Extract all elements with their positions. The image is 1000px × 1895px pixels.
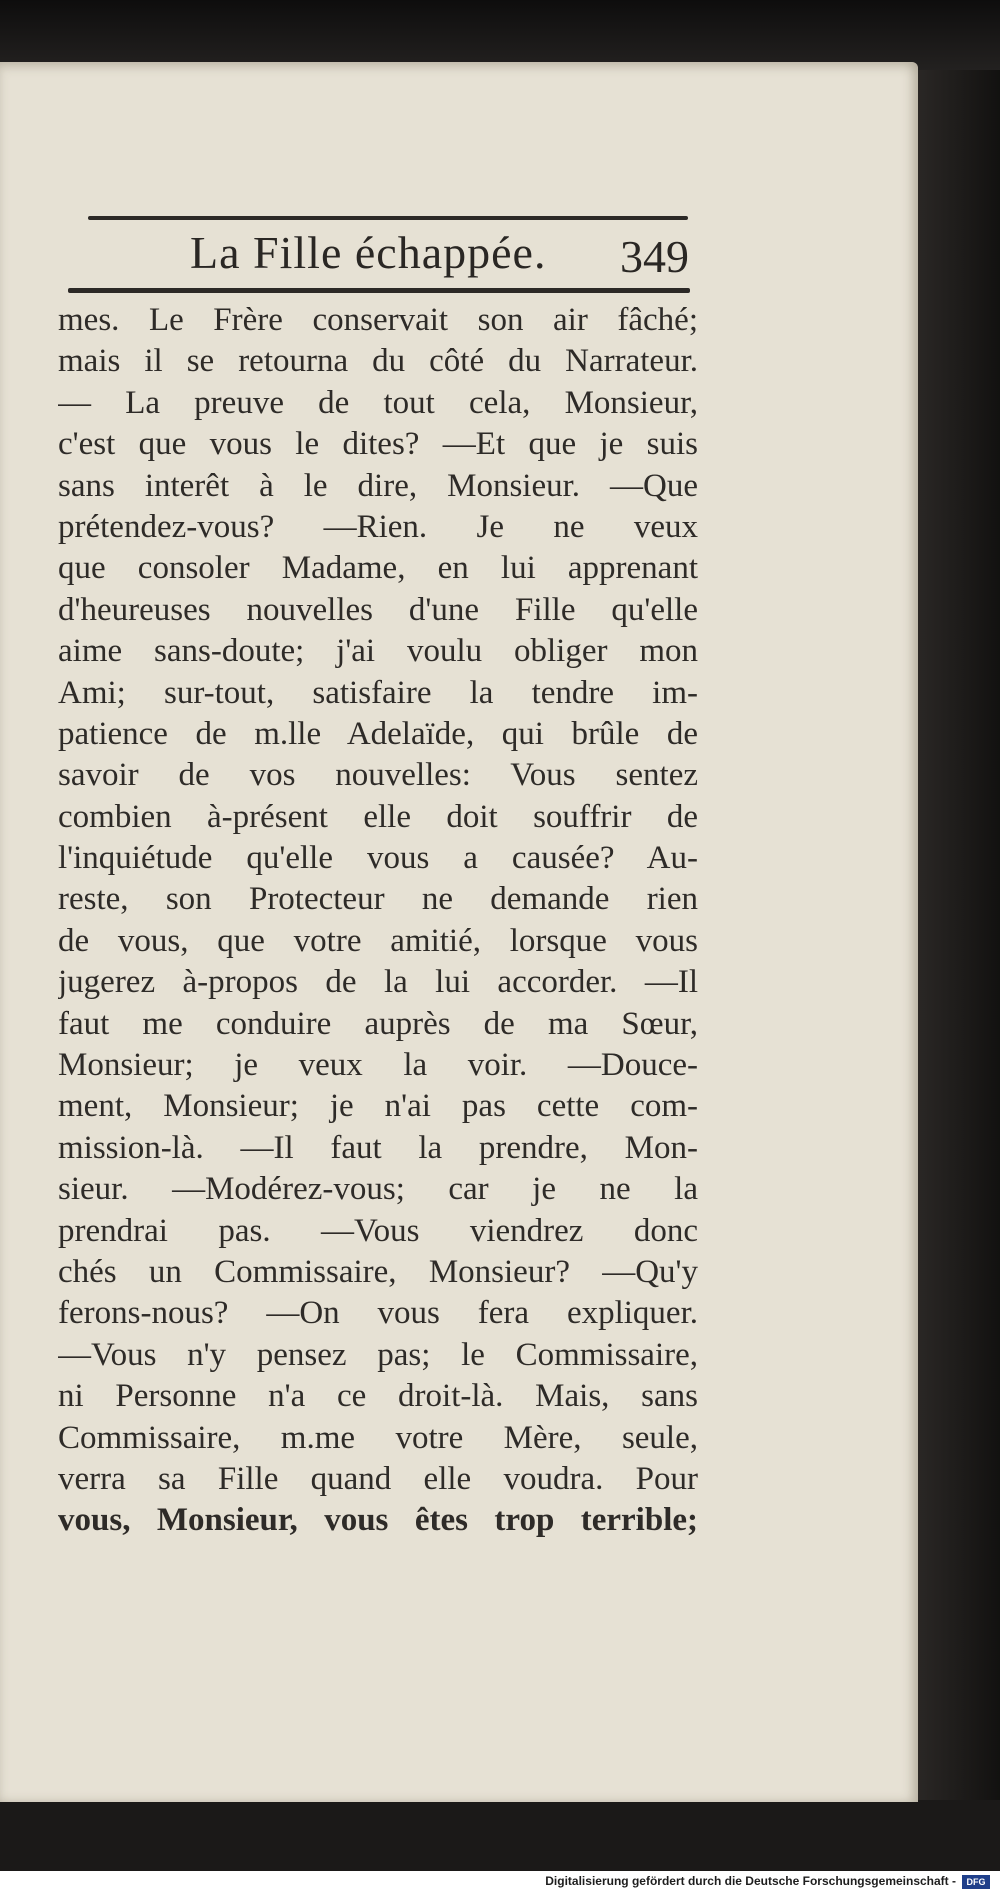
text-line: combien à-présent elle doit souffrir de: [58, 798, 698, 835]
running-head: La Fille échappée.: [190, 227, 547, 278]
text-line: savoir de vos nouvelles: Vous sentez: [58, 757, 698, 794]
text-line: l'inquiétude qu'elle vous a causée? Au-: [58, 840, 698, 877]
text-line: aime sans-doute; j'ai voulu obliger mon: [58, 633, 698, 670]
text-line: jugerez à-propos de la lui accorder. —Il: [58, 964, 698, 1001]
text-line: Ami; sur-tout, satisfaire la tendre im-: [58, 674, 698, 711]
text-line: d'heureuses nouvelles d'une Fille qu'elle: [58, 591, 698, 628]
digitization-credit: Digitalisierung gefördert durch die Deutsche Forschungsgemeinschaft -: [545, 1874, 956, 1888]
scan-background-right: [918, 70, 1000, 1800]
text-line: reste, son Protecteur ne demande rien: [58, 881, 698, 918]
text-line: —Vous n'y pensez pas; le Commissaire,: [58, 1336, 698, 1373]
text-line: mes. Le Frère conservait son air fâché;: [58, 302, 698, 338]
text-line: chés un Commissaire, Monsieur? —Qu'y: [58, 1253, 698, 1290]
header-rule-bottom: [68, 288, 690, 293]
text-line: Commissaire, m.me votre Mère, seule,: [58, 1419, 698, 1456]
body-text: [58, 300, 698, 1542]
text-line: verra sa Fille quand elle voudra. Pour: [58, 1460, 698, 1497]
text-line: patience de m.lle Adelaïde, qui brûle de: [58, 715, 698, 752]
text-line: sans interêt à le dire, Monsieur. —Que: [58, 467, 698, 504]
text-line: ferons-nous? —On vous fera expliquer.: [58, 1295, 698, 1332]
text-line: mission-là. —Il faut la prendre, Mon-: [58, 1129, 698, 1166]
text-line: que consoler Madame, en lui apprenant: [58, 550, 698, 587]
text-line: mais il se retourna du côté du Narrateur.: [58, 343, 698, 380]
text-line: — La preuve de tout cela, Monsieur,: [58, 384, 698, 421]
text-line: c'est que vous le dites? —Et que je suis: [58, 426, 698, 463]
text-line: ment, Monsieur; je n'ai pas cette com-: [58, 1088, 698, 1125]
text-line: faut me conduire auprès de ma Sœur,: [58, 1005, 698, 1042]
dfg-logo: DFG: [962, 1875, 990, 1889]
text-line: de vous, que votre amitié, lorsque vous: [58, 922, 698, 959]
header-rule-top: [88, 216, 688, 220]
text-line: prendrai pas. —Vous viendrez donc: [58, 1212, 698, 1249]
text-line: prétendez-vous? —Rien. Je ne veux: [58, 508, 698, 545]
text-line: vous, Monsieur, vous êtes trop terrible;: [58, 1502, 698, 1539]
page-number: 349: [620, 231, 689, 282]
scan-background-top: [0, 0, 1000, 70]
text-line: sieur. —Modérez-vous; car je ne la: [58, 1171, 698, 1208]
text-line: Monsieur; je veux la voir. —Douce-: [58, 1047, 698, 1084]
text-line: ni Personne n'a ce droit-là. Mais, sans: [58, 1378, 698, 1415]
